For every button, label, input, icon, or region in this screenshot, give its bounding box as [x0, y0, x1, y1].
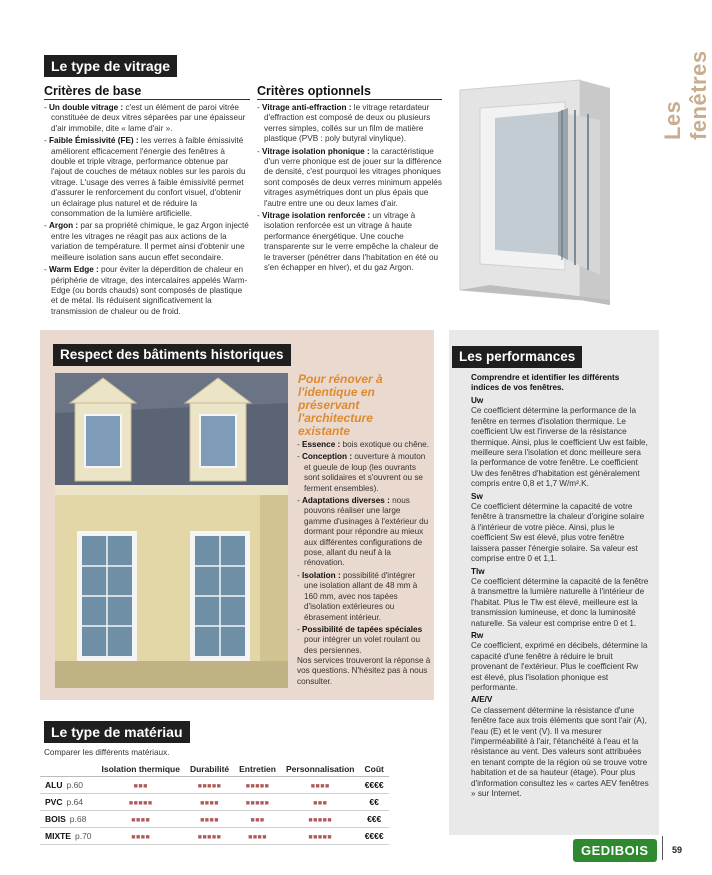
item-term: Argon : [49, 221, 79, 231]
performance-description: Ce coefficient détermine la capacité de la fenêtre à transmettre la lumière naturelle à l'intérieur de l'habitat. Plus le Tlw est élevé, meilleure est la transmission lumineuse, et donc la luminosité naturelle. Sa valeur est comprise entre 0 et 1. [471, 576, 649, 628]
rating-cell [97, 811, 185, 828]
material-name: BOIS [45, 814, 66, 824]
list-item: - Un double vitrage : c'est un élément de paroi vitrée constituée de deux vitres séparées par une épaisseur d'air immobile, dite « lame d'air ». [44, 103, 246, 133]
rating-cell [97, 828, 185, 845]
rating-cell [97, 777, 185, 794]
rating-squares-icon: ■■■■■ [197, 834, 222, 841]
item-text: pour éviter la déperdition de chaleur en périphérie de vitrage, des intercalaires appelés Warm-Edge (ou bords chauds) sont composés de plastique et de métal. Ils réduisent significativement la transmission de chaleur ou de froid. [51, 265, 248, 316]
item-text: par sa propriété chimique, le gaz Argon injecté entre les vitrages ne réagit pas aux actions de la variation de température. Il permet ainsi d'obtenir une meilleure isolation sans aucun effet secondaire. [51, 221, 249, 262]
rating-cell [281, 828, 360, 845]
materiau-comparison-table [40, 762, 389, 845]
rating-cell [185, 828, 234, 845]
material-page-link[interactable]: p.68 [69, 814, 87, 824]
window-section-illustration [450, 80, 640, 305]
performance-description: Ce coefficient détermine la performance de la fenêtre en termes d'isolation thermique. Le coefficient Uw est l'inverse de la résistance thermique. Ainsi, plus le coefficient Uw est faible, meilleure sera l'isolation et donc meilleure sera la performance de votre fenêtre. Le coefficient Uw des fenêtres d'habitation est généralement compris entre 0,8 et 1,7 W/m².K. [471, 406, 648, 489]
rating-squares-icon: ■■■ [250, 817, 265, 824]
rating-cell [234, 828, 281, 845]
list-item: - Warm Edge : pour éviter la déperdition de chaleur en périphérie de vitrage, des intercalaires appelés Warm-Edge (ou bords chauds) sont composés de plastique et de métal. Ils réduisent significativement la transmission de chaleur ou de froid. [44, 265, 248, 316]
criteres-optionnels-list [257, 103, 442, 274]
material-name-cell [40, 811, 97, 828]
material-name: MIXTE [45, 831, 71, 841]
rating-squares-icon: ■■■■ [131, 834, 151, 841]
performance-description: Ce coefficient détermine la capacité de votre fenêtre à transmettre la chaleur d'origine solaire à l'intérieur de votre pièce. Ainsi, plus le coefficient Sw est élevé, plus votre fenêtre laissera passer l'énergie solaire. Sa valeur est comprise entre 0 et 1,1. [471, 502, 645, 564]
rating-cell [281, 794, 360, 811]
rating-cell [234, 777, 281, 794]
vitrage-title: Le type de vitrage [44, 55, 177, 77]
performance-term: Tlw [471, 566, 485, 576]
item-term: Vitrage anti-effraction : [262, 103, 352, 112]
column-header: Entretien [234, 762, 281, 777]
performances-list [471, 396, 649, 801]
list-item: - Faible Émissivité (FE) : les verres à faible émissivité améliorent efficacement l'énergie des fenêtres à double et triple vitrage, performance obtenue par l'ajout de couches de métaux nobles sur les parois du vitrage. L'usage des verres à faible émissivité permet d'assurer le renforcement du confort visuel, d'obtenir un éclairage plus naturel et de réduire la consommation de la lumière artificielle. [44, 136, 246, 219]
material-page-link[interactable]: p.60 [66, 780, 84, 790]
criteres-optionnels-heading: Critères optionnels [257, 84, 442, 100]
rating-cell [185, 777, 234, 794]
list-item: - Isolation : possibilité d'intégrer une isolation allant de 48 mm à 160 mm, avec nos tapées d'isolation extérieures ou ébrasement intérieur. [297, 570, 418, 622]
item-term: Isolation : [302, 570, 341, 580]
side-section-title: Les fenêtres [660, 50, 711, 140]
rating-cell [234, 811, 281, 828]
item-text: bois exotique ou chêne. [340, 440, 430, 449]
cost-cell: €€€ [359, 811, 388, 828]
item-text: pour intégrer un volet roulant ou des persiennes. [304, 635, 421, 655]
performance-term: Uw [471, 396, 484, 405]
rating-squares-icon: ■■■■ [200, 800, 219, 807]
list-item: - Adaptations diverses : nous pouvons réaliser une large gamme d'usinages à l'extérieur du dormant pour répondre au mieux aux différentes configurations de pose, allant du neuf à la rénovation. [297, 496, 429, 568]
historiques-tagline: Pour rénover à l'identique en préservant l'architecture existante [298, 372, 383, 438]
rating-squares-icon: ■■■■■ [308, 817, 333, 824]
rating-squares-icon: ■■■■■ [245, 800, 270, 807]
performance-term: Rw [471, 630, 484, 640]
list-item: - Argon : par sa propriété chimique, le gaz Argon injecté entre les vitrages ne réagit pas aux actions de la variation de température. Il permet ainsi d'obtenir une meilleure isolation sans aucun effet secondaire. [44, 221, 249, 262]
column-header: Durabilité [185, 762, 234, 777]
table-row [40, 794, 389, 811]
rating-squares-icon: ■■■■■ [245, 783, 270, 790]
list-item: - Possibilité de tapées spéciales pour intégrer un volet roulant ou des persiennes. [297, 624, 423, 655]
cost-cell: €€€€ [359, 828, 388, 845]
material-name-cell [40, 794, 97, 811]
table-row [40, 811, 389, 828]
item-term: Essence : [302, 440, 341, 449]
column-header: Isolation thermique [97, 762, 185, 777]
material-name-cell [40, 777, 97, 794]
rating-squares-icon: ■■■■■ [308, 834, 333, 841]
item-text: les verres à faible émissivité améliorent efficacement l'énergie des fenêtres à double et triple vitrage, performance obtenue par l'ajout de couches de métaux nobles sur les parois du vitrage. L'usage des verres à faible émissivité permet d'assurer le renforcement du confort visuel, d'obtenir un éclairage plus naturel et de réduire la consommation de la lumière artificielle. [51, 136, 246, 219]
historiques-list [297, 440, 429, 658]
list-item: - Vitrage anti-effraction : le vitrage retardateur d'effraction est composé de deux ou plusieurs verres simples, collés sur un film de matière plastique (PVB : poly butyral vinylique). [257, 103, 431, 144]
item-text: la caractéristique d'un verre phonique est de jouer sur la différence de densité, c'est pourquoi les vitrages phoniques sont composés de deux verres minimum appelés vitrages asymétriques dont un plus épais que l'autre entre une ou deux lames d'air. [264, 146, 442, 208]
page-number: 59 [672, 845, 683, 855]
table-row [40, 777, 389, 794]
item-text: possibilité d'intégrer une isolation allant de 48 mm à 160 mm, avec nos tapées d'isolation extérieures ou ébrasement intérieur. [304, 570, 418, 622]
list-item: - Essence : bois exotique ou chêne. [297, 440, 430, 449]
item-term: Vitrage isolation phonique : [262, 146, 370, 156]
cost-cell: €€€€ [359, 777, 388, 794]
rating-squares-icon: ■■■■■ [128, 800, 153, 807]
materiau-title: Le type de matériau [44, 721, 190, 743]
historic-building-photo [55, 373, 288, 688]
rating-cell [97, 794, 185, 811]
material-name-cell [40, 828, 97, 845]
material-page-link[interactable]: p.70 [74, 831, 92, 841]
criteres-base-heading: Critères de base [44, 84, 250, 100]
rating-squares-icon: ■■■■■ [197, 783, 222, 790]
material-page-link[interactable]: p.64 [66, 797, 84, 807]
table-row [40, 828, 389, 845]
criteres-base-column [44, 84, 250, 319]
item-term: Conception : [302, 452, 353, 462]
list-item: - Vitrage isolation renforcée : un vitrage à isolation renforcée est un vitrage à haute performance énergétique. Une couche transparente sur le verre empêche la chaleur de le traverser (pénétrer dans l'habitation en été ou s'en échapper en hiver), et du gaz Argon. [257, 211, 439, 273]
rating-squares-icon: ■■■■ [248, 834, 268, 841]
page-divider [662, 836, 663, 860]
item-term: Warm Edge : [49, 265, 99, 275]
cost-cell: €€ [359, 794, 388, 811]
item-term: Un double vitrage : [49, 103, 124, 112]
performance-term: A/E/V [471, 695, 493, 705]
rating-cell [281, 811, 360, 828]
historiques-footer: Nos services trouveront la réponse à vos questions. N'hésitez pas à nous consulter. [297, 656, 431, 686]
column-header: Personnalisation [281, 762, 360, 777]
item-text: nous pouvons réaliser une large gamme d'usinages à l'extérieur du dormant pour répondre au mieux aux différentes configurations de pose, allant du neuf à la rénovation. [304, 496, 429, 568]
column-header: Coût [359, 762, 388, 777]
performances-intro: Comprendre et identifier les différents indices de vos fenêtres. [471, 373, 620, 393]
performance-description: Ce coefficient, exprimé en décibels, détermine la capacité d'une fenêtre à réduire le bruit provenant de l'extérieur. Plus le coefficient Rw est élevé, plus l'isolation phonique est performante. [471, 641, 648, 692]
material-name: PVC [45, 797, 63, 807]
rating-squares-icon: ■■■ [133, 783, 148, 790]
list-item: - Vitrage isolation phonique : la caractéristique d'un verre phonique est de jouer sur la différence de densité, c'est pourquoi les vitrages phoniques sont composés de deux verres minimum appelés vitrages asymétriques dont un plus épais que l'autre entre une ou deux lames d'air. [257, 146, 442, 208]
item-text: c'est un élément de paroi vitrée constituée de deux vitres séparées par une épaisseur d'air immobile, dite « lame d'air ». [51, 103, 246, 133]
materiau-table-wrap [40, 762, 389, 845]
rating-squares-icon: ■■■■ [310, 783, 330, 790]
item-text: ouverture à mouton et gueule de loup (les ouvrants sont solidaires et s'ouvrent ou se ferment ensembles). [304, 452, 426, 493]
rating-squares-icon: ■■■ [313, 800, 328, 807]
performance-term: Sw [471, 491, 483, 501]
rating-squares-icon: ■■■■ [200, 817, 219, 824]
materiau-intro: Comparer les différents matériaux. [44, 748, 170, 757]
criteres-optionnels-column [257, 84, 442, 276]
rating-cell [281, 777, 360, 794]
item-term: Vitrage isolation renforcée : [262, 211, 371, 221]
rating-cell [185, 811, 234, 828]
material-name: ALU [45, 780, 63, 790]
gedibois-logo: GEDIBOIS [573, 839, 657, 862]
performance-description: Ce classement détermine la résistance d'une fenêtre face aux trois éléments que sont l'air (A), l'eau (E) et le vent (V). Il va mesurer l'imperméabilité à l'air, l'étanchéité à l'eau et la résistance au vent. Des valeurs sont attribuées en tenant compte de la région où se trouve votre habitation et de sa hauteur (étage). Pour plus d'information consultez les « cartes AEV fenêtres » sur Internet. [471, 705, 649, 799]
item-text: un vitrage à isolation renforcée est un vitrage à haute performance énergétique. Une couche transparente sur le verre empêche la chaleur de le traverser (pénétrer dans l'habitation en été ou s'en échapper en hiver), et du gaz Argon. [264, 211, 439, 273]
table-corner [40, 762, 97, 777]
historiques-title: Respect des bâtiments historiques [53, 344, 291, 366]
criteres-base-list [44, 103, 250, 317]
rating-squares-icon: ■■■■ [131, 817, 151, 824]
rating-cell [234, 794, 281, 811]
list-item: - Conception : ouverture à mouton et gueule de loup (les ouvrants sont solidaires et s'ouvrent ou se ferment ensembles). [297, 452, 426, 493]
item-text: le vitrage retardateur d'effraction est composé de deux ou plusieurs verres simples, collés sur un film de matière plastique (PVB : poly butyral vinylique). [264, 103, 431, 144]
performances-title: Les performances [452, 346, 582, 368]
item-term: Adaptations diverses : [302, 496, 390, 506]
rating-cell [185, 794, 234, 811]
item-term: Possibilité de tapées spéciales [302, 624, 423, 634]
item-term: Faible Émissivité (FE) : [49, 136, 139, 146]
